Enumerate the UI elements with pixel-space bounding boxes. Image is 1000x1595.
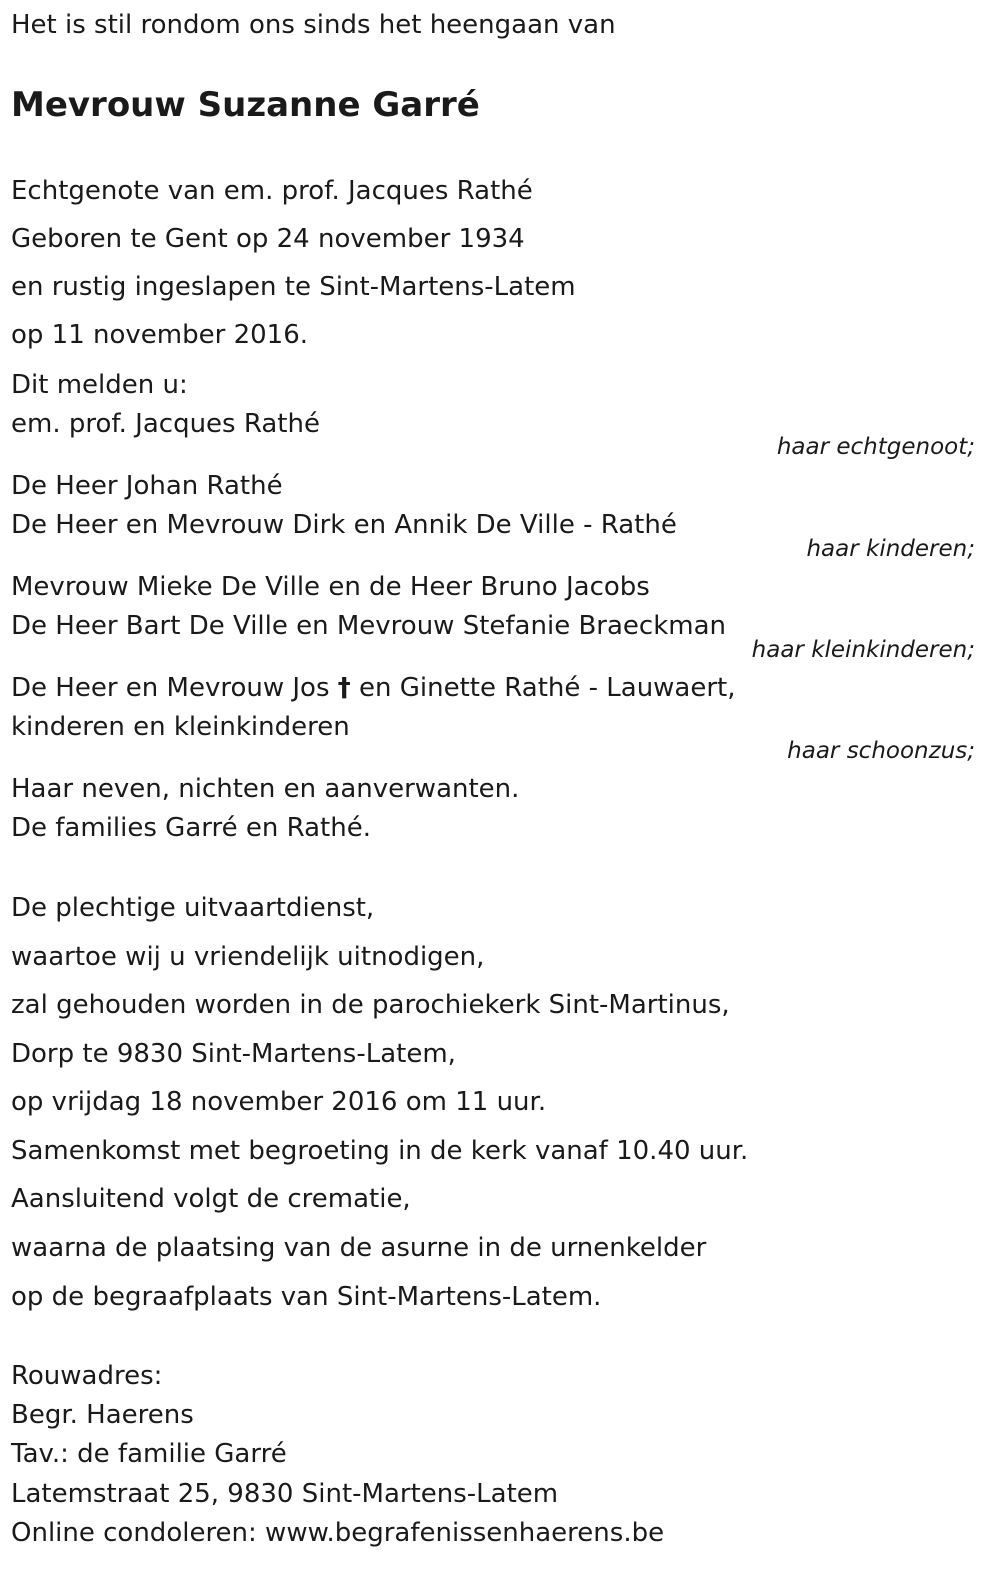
sister-in-law-text: De Heer en Mevrouw Jos: [11, 673, 338, 703]
intro-text: Het is stil rondom ons sinds het heengaan van: [11, 10, 616, 40]
cross-icon: †: [337, 673, 351, 703]
sister-in-law-family: kinderen en kleinkinderen: [11, 712, 350, 742]
relatives-line: Haar neven, nichten en aanverwanten.: [11, 774, 520, 804]
service-line: Dorp te 9830 Sint-Martens-Latem,: [11, 1039, 456, 1069]
service-line: De plechtige uitvaartdienst,: [11, 893, 375, 923]
deceased-name: Mevrouw Suzanne Garré: [11, 85, 480, 125]
service-line: op de begraafplaats van Sint-Martens-Latem.: [11, 1282, 602, 1312]
online-condolence: Online condoleren: www.begrafenissenhaerens.be: [11, 1518, 665, 1548]
sister-in-law-relation: haar schoonzus;: [787, 738, 975, 764]
service-line: waartoe wij u vriendelijk uitnodigen,: [11, 942, 485, 972]
service-line: op vrijdag 18 november 2016 om 11 uur.: [11, 1087, 547, 1117]
bio-line: Geboren te Gent op 24 november 1934: [11, 224, 525, 254]
grandchildren-relation: haar kleinkinderen;: [751, 637, 975, 663]
sister-in-law-line: [11, 672, 736, 704]
service-line: Samenkomst met begroeting in de kerk vanaf 10.40 uur.: [11, 1136, 749, 1166]
relatives-line: De families Garré en Rathé.: [11, 813, 371, 843]
bio-line: en rustig ingeslapen te Sint-Martens-Latem: [11, 272, 576, 302]
sister-in-law-text: en Ginette Rathé - Lauwaert,: [350, 673, 736, 703]
children-relation: haar kinderen;: [806, 536, 975, 562]
address-line: Begr. Haerens: [11, 1400, 194, 1430]
child-name: De Heer en Mevrouw Dirk en Annik De Ville - Rathé: [11, 510, 677, 540]
grandchild-name: Mevrouw Mieke De Ville en de Heer Bruno Jacobs: [11, 572, 650, 602]
bio-line: op 11 november 2016.: [11, 320, 309, 350]
spouse-name: em. prof. Jacques Rathé: [11, 409, 320, 439]
address-label: Rouwadres:: [11, 1361, 163, 1391]
child-name: De Heer Johan Rathé: [11, 471, 283, 501]
grandchild-name: De Heer Bart De Ville en Mevrouw Stefanie Braeckman: [11, 611, 726, 641]
announce-label: Dit melden u:: [11, 370, 188, 400]
service-line: Aansluitend volgt de crematie,: [11, 1184, 411, 1214]
address-line: Latemstraat 25, 9830 Sint-Martens-Latem: [11, 1479, 559, 1509]
address-line: Tav.: de familie Garré: [11, 1439, 287, 1469]
bio-line: Echtgenote van em. prof. Jacques Rathé: [11, 176, 533, 206]
service-line: zal gehouden worden in de parochiekerk Sint-Martinus,: [11, 990, 730, 1020]
spouse-relation: haar echtgenoot;: [776, 434, 975, 460]
service-line: waarna de plaatsing van de asurne in de urnenkelder: [11, 1233, 707, 1263]
